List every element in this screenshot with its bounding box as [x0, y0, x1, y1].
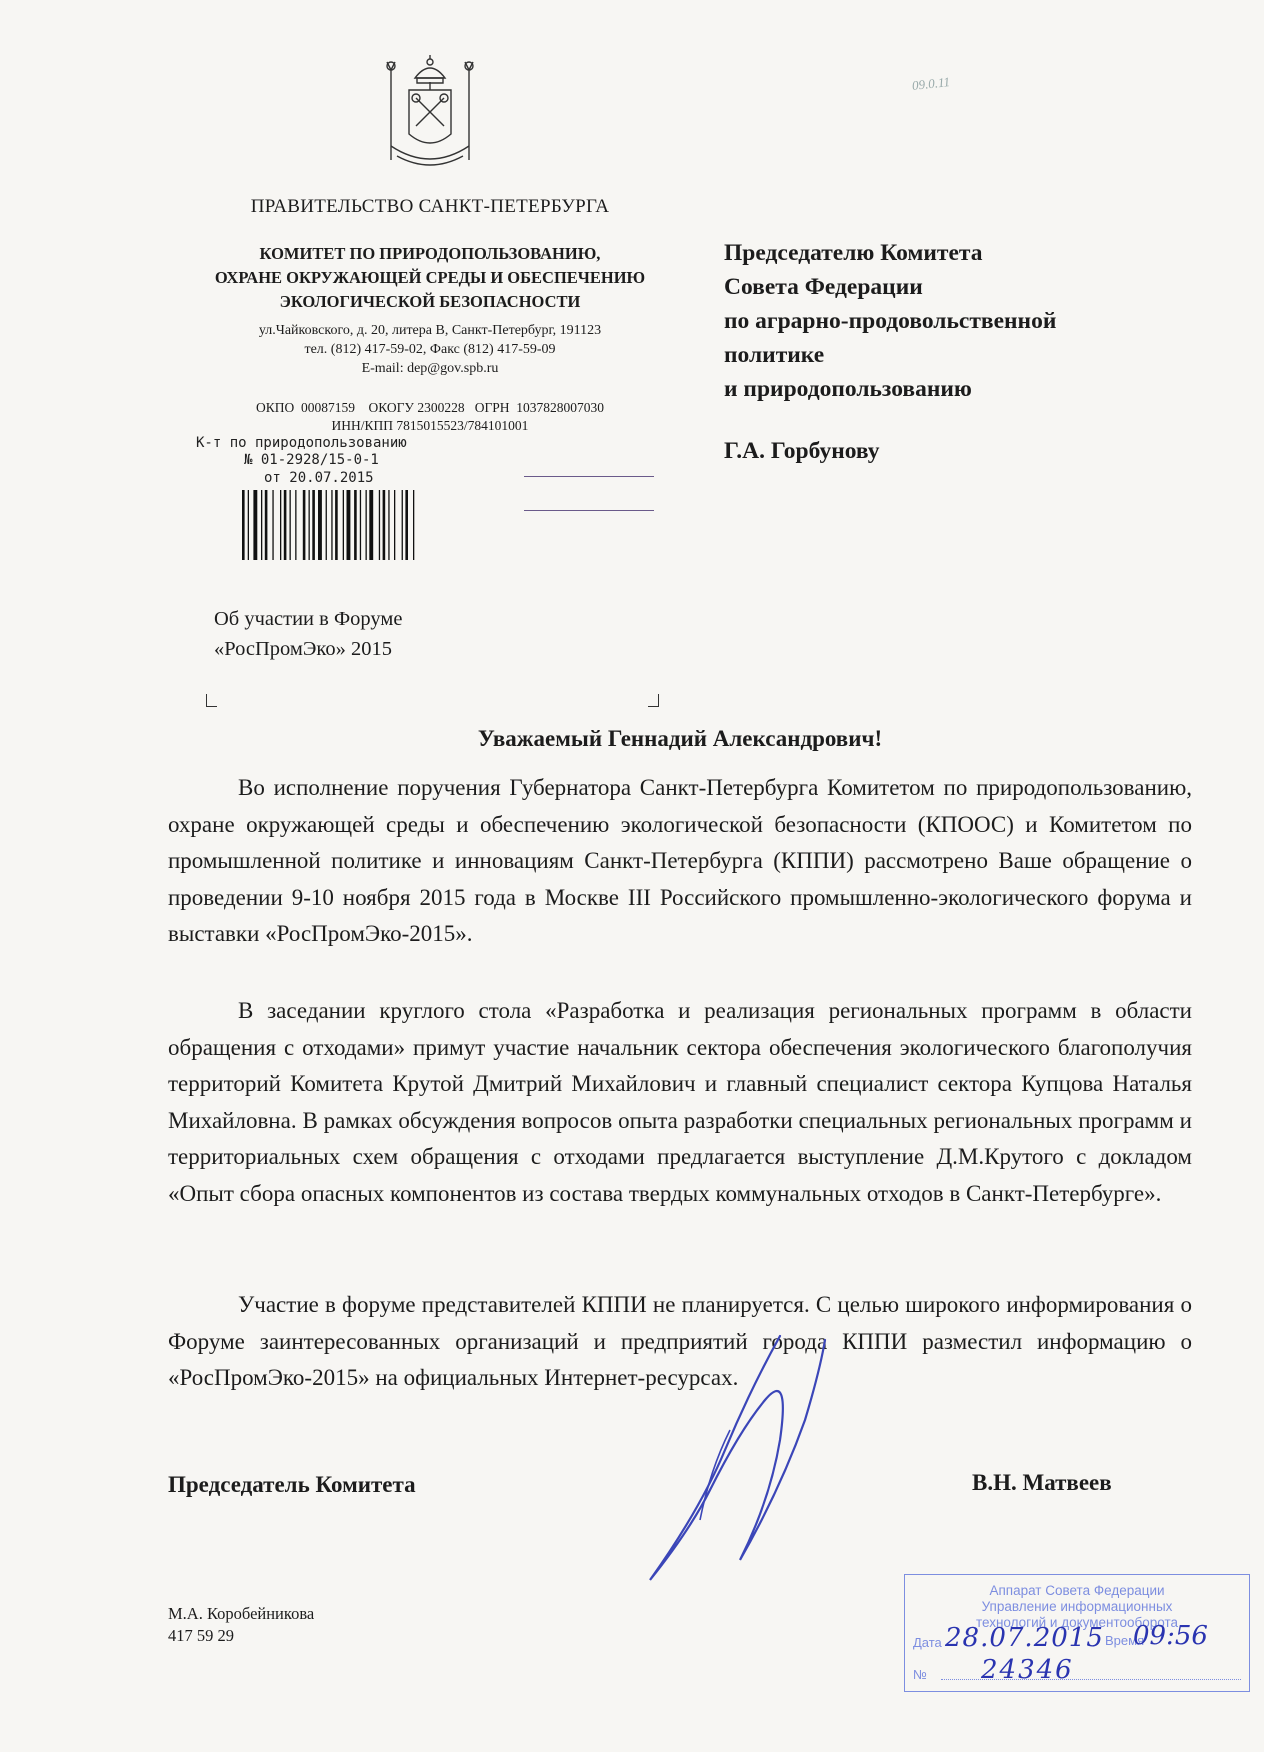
addressee-line: Совета Федерации — [724, 274, 923, 300]
government-name: ПРАВИТЕЛЬСТВО САНКТ-ПЕТЕРБУРГА — [250, 196, 610, 217]
registration-number: № 01-2928/15-0-1 — [244, 452, 379, 468]
barcode-bar — [280, 490, 281, 560]
barcode-icon — [242, 490, 472, 560]
committee-name-line: КОМИТЕТ ПО ПРИРОДОПОЛЬЗОВАНИЮ, — [259, 244, 601, 263]
barcode-bar — [290, 490, 291, 560]
pencil-mark: 09.0.11 — [911, 74, 951, 93]
subject-corner-left — [206, 694, 217, 707]
addressee-line: Председателю Комитета — [724, 240, 983, 266]
barcode-bar — [326, 490, 327, 560]
body-paragraph: Участие в форуме представителей КППИ не планируется. С целью широкого информирования о Форуме заинтересованных организаций и предприятий города КППИ разместил информацию о «РосПромЭко-2015» на официальных Интернет-ресурсах. — [168, 1292, 1192, 1390]
handwritten-signature — [630, 1330, 840, 1590]
blank-line — [524, 510, 654, 511]
signatory-title: Председатель Комитета — [168, 1472, 416, 1497]
subject-line: Об участии в Форуме — [214, 608, 403, 630]
barcode-bar — [309, 490, 310, 560]
barcode-bar — [303, 490, 306, 560]
inn-kpp: ИНН/КПП 7815015523/784101001 — [331, 418, 529, 433]
barcode-bar — [413, 490, 414, 560]
stamp-number-label: № — [913, 1667, 927, 1682]
committee-codes — [170, 396, 690, 438]
barcode-bar — [366, 490, 367, 560]
registration-date: от 20.07.2015 — [264, 470, 374, 486]
salutation: Уважаемый Геннадий Александрович! — [477, 726, 883, 751]
barcode-bar — [248, 490, 249, 560]
barcode-bar — [253, 490, 257, 560]
barcode-bar — [388, 490, 389, 560]
committee-name-line: ЭКОЛОГИЧЕСКОЙ БЕЗОПАСНОСТИ — [279, 292, 581, 311]
barcode-bar — [312, 490, 315, 560]
barcode-bar — [261, 490, 262, 560]
committee-name-line: ОХРАНЕ ОКРУЖАЮЩЕЙ СРЕДЫ И ОБЕСПЕЧЕНИЮ — [214, 268, 646, 287]
barcode-bar — [369, 490, 373, 560]
executor-name: М.А. Коробейникова — [168, 1604, 315, 1623]
executor-block — [168, 1603, 314, 1647]
body-paragraph: Во исполнение поручения Губернатора Санкт-Петербурга Комитетом по природопользованию, охране окружающей среды и обеспечению экологической безопасности (КПООС) и Комитетом по промышленной политике и инновациям Санкт-Петербурга (КППИ) рассмотрено Ваше обращение о проведении 9-10 ноября 2015 года в Москве III Российского промышленно-экологического форума и выставки «РосПромЭко-2015». — [168, 775, 1192, 946]
stamp-org-line: Управление информационных — [981, 1599, 1173, 1614]
barcode-bar — [284, 490, 287, 560]
barcode-bar — [383, 490, 386, 560]
body-paragraph: В заседании круглого стола «Разработка и реализация региональных программ в области обращения с отходами» примут участие начальник сектора обеспечения экологического благополучия территорий Комитета Крутой Дмитрий Михайлович и главный специалист сектора Купцова Наталья Михайловна. В рамках обсуждения вопросов опыта разработки специальных региональных программ и территориальных схем обращения с отходами предлагается выступление Д.М.Крутого с докладом «Опыт сбора опасных компонентов из состава твердых коммунальных отходов в Санкт-Петербурге». — [168, 998, 1192, 1206]
addressee-block — [724, 236, 1204, 406]
barcode-bar — [318, 490, 322, 560]
barcode-bar — [265, 490, 268, 560]
committee-address: ул.Чайковского, д. 20, литера В, Санкт-Петербург, 191123 — [258, 323, 602, 338]
barcode-bar — [295, 490, 296, 560]
committee-contacts — [170, 321, 690, 378]
letter-subject — [214, 604, 402, 664]
stamp-date-label: Дата — [913, 1635, 942, 1650]
stamp-time-handwritten: 09:56 — [1133, 1621, 1208, 1651]
stamp-org-line: технологий и документооборота — [975, 1615, 1179, 1630]
committee-name — [170, 242, 690, 314]
barcode-bar — [335, 490, 338, 560]
registration-stamp-title: К-т по природопользованию — [196, 435, 407, 451]
signatory-name: В.Н. Матвеев — [972, 1470, 1112, 1495]
executor-phone: 417 59 29 — [168, 1626, 234, 1645]
barcode-bar — [354, 490, 357, 560]
barcode-bar — [379, 490, 380, 560]
incoming-registration-stamp — [904, 1574, 1250, 1692]
barcode-bar — [272, 490, 273, 560]
registry-codes: ОКПО 00087159 ОКОГУ 2300228 ОГРН 1037828007030 — [255, 400, 605, 415]
stamp-number-handwritten: 24346 — [981, 1655, 1074, 1685]
stamp-date-handwritten: 28.07.2015 — [945, 1623, 1104, 1653]
barcode-bar — [331, 490, 332, 560]
addressee-name: Г.А. Горбунову — [724, 438, 880, 464]
addressee-line: и природопользованию — [724, 376, 972, 402]
addressee-line: по аграрно-продовольственной — [724, 308, 1057, 334]
coat-of-arms-emblem-icon — [385, 52, 475, 174]
barcode-bar — [402, 490, 403, 560]
stamp-org-line: Аппарат Совета Федерации — [989, 1583, 1165, 1598]
subject-line: «РосПромЭко» 2015 — [214, 638, 392, 660]
blank-line — [524, 476, 654, 477]
addressee-line: политике — [724, 342, 825, 368]
stamp-time-label: Время — [1105, 1633, 1145, 1648]
barcode-bar — [394, 490, 395, 560]
subject-corner-right — [648, 694, 659, 707]
barcode-bar — [360, 490, 361, 560]
committee-email: E-mail: dep@gov.spb.ru — [361, 361, 499, 376]
committee-phones: тел. (812) 417-59-02, Факс (812) 417-59-09 — [304, 342, 556, 357]
barcode-bar — [405, 490, 408, 560]
barcode-bar — [343, 490, 344, 560]
barcode-bar — [347, 490, 351, 560]
barcode-bar — [242, 490, 245, 560]
